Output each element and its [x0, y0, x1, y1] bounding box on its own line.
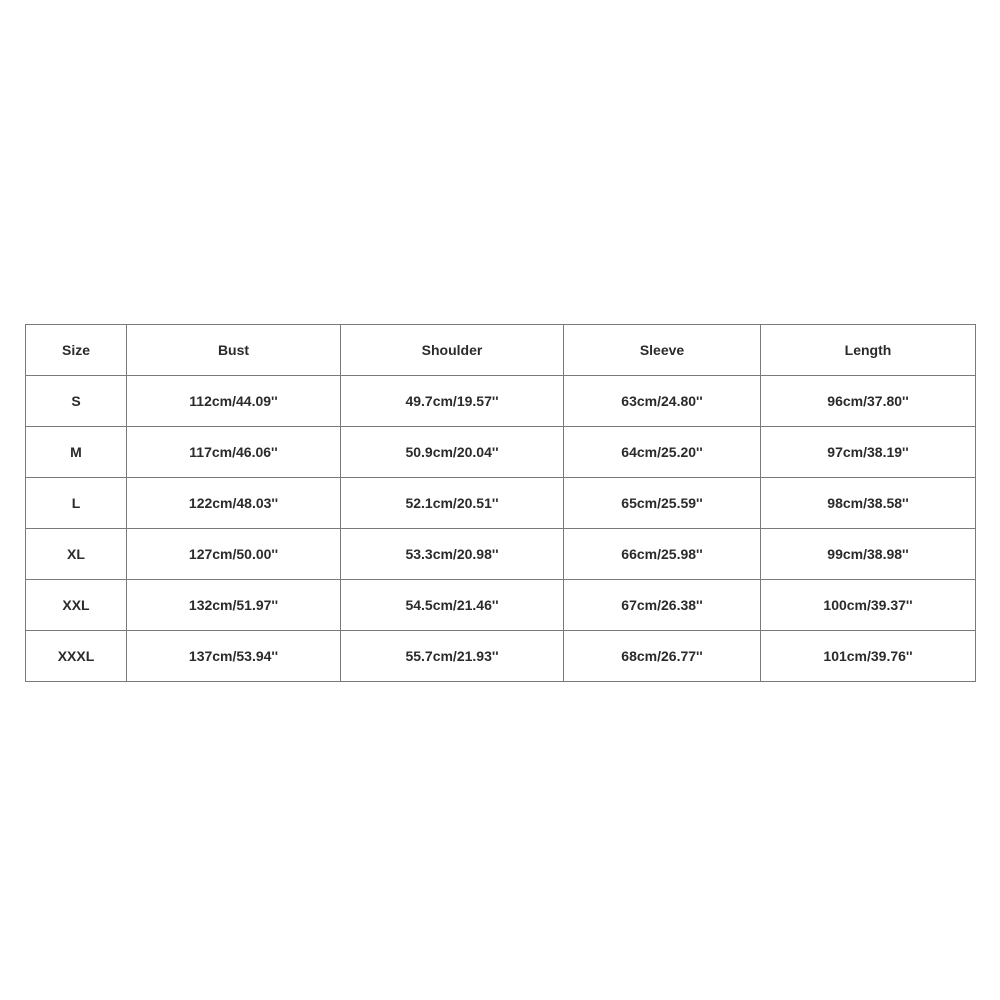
cell-bust: 127cm/50.00'' — [127, 529, 341, 580]
cell-bust: 132cm/51.97'' — [127, 580, 341, 631]
header-sleeve: Sleeve — [564, 325, 761, 376]
cell-shoulder: 49.7cm/19.57'' — [341, 376, 564, 427]
cell-length: 96cm/37.80'' — [761, 376, 976, 427]
cell-sleeve: 64cm/25.20'' — [564, 427, 761, 478]
header-length: Length — [761, 325, 976, 376]
cell-shoulder: 55.7cm/21.93'' — [341, 631, 564, 682]
table-row — [26, 478, 976, 529]
cell-length: 98cm/38.58'' — [761, 478, 976, 529]
cell-sleeve: 67cm/26.38'' — [564, 580, 761, 631]
table-row — [26, 376, 976, 427]
cell-size: L — [26, 478, 127, 529]
cell-size: M — [26, 427, 127, 478]
table-header-row — [26, 325, 976, 376]
cell-size: S — [26, 376, 127, 427]
cell-sleeve: 66cm/25.98'' — [564, 529, 761, 580]
cell-bust: 122cm/48.03'' — [127, 478, 341, 529]
cell-length: 97cm/38.19'' — [761, 427, 976, 478]
cell-bust: 117cm/46.06'' — [127, 427, 341, 478]
cell-sleeve: 68cm/26.77'' — [564, 631, 761, 682]
cell-shoulder: 53.3cm/20.98'' — [341, 529, 564, 580]
table-row — [26, 529, 976, 580]
cell-shoulder: 52.1cm/20.51'' — [341, 478, 564, 529]
cell-length: 100cm/39.37'' — [761, 580, 976, 631]
table-row — [26, 631, 976, 682]
cell-sleeve: 63cm/24.80'' — [564, 376, 761, 427]
cell-length: 101cm/39.76'' — [761, 631, 976, 682]
cell-shoulder: 54.5cm/21.46'' — [341, 580, 564, 631]
size-chart-table — [25, 324, 976, 682]
header-shoulder: Shoulder — [341, 325, 564, 376]
cell-sleeve: 65cm/25.59'' — [564, 478, 761, 529]
cell-bust: 137cm/53.94'' — [127, 631, 341, 682]
cell-length: 99cm/38.98'' — [761, 529, 976, 580]
table-row — [26, 427, 976, 478]
cell-bust: 112cm/44.09'' — [127, 376, 341, 427]
cell-size: XXXL — [26, 631, 127, 682]
cell-shoulder: 50.9cm/20.04'' — [341, 427, 564, 478]
table-row — [26, 580, 976, 631]
cell-size: XL — [26, 529, 127, 580]
header-size: Size — [26, 325, 127, 376]
cell-size: XXL — [26, 580, 127, 631]
header-bust: Bust — [127, 325, 341, 376]
